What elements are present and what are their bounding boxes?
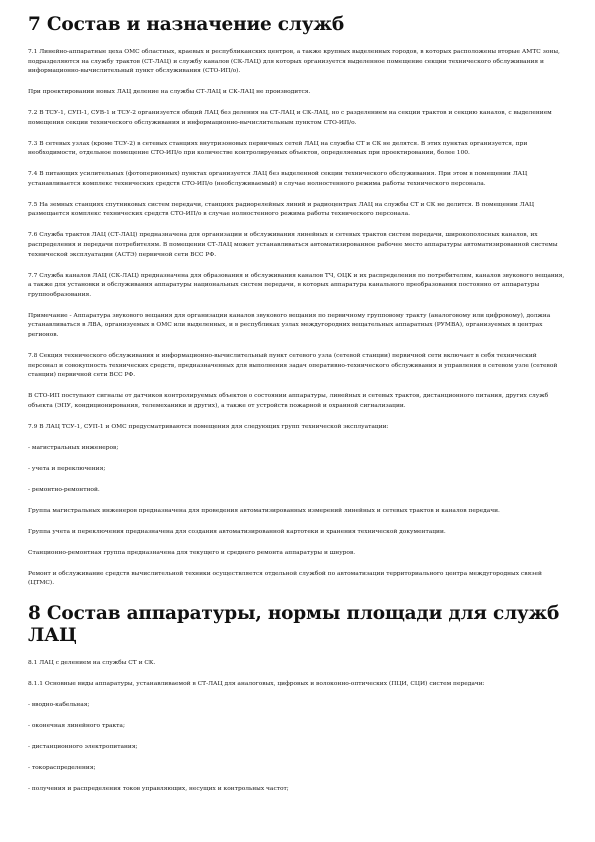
paragraph: Группа магистральных инженеров предназначена для проведения автоматизированных измерений линейных и сетевых трактов и каналов передачи. [28, 507, 500, 514]
paragraph: При проектировании новых ЛАЦ деление на службы СТ-ЛАЦ и СК-ЛАЦ не производится. [28, 89, 311, 96]
list-item: - получения и распределения токов управляющих, несущих и контрольных частот; [28, 785, 289, 792]
paragraph: Группа учета и переключения предназначена для создания автоматизированной картотеки и хранения технической документации. [28, 528, 446, 535]
note-paragraph: Примечание - Аппаратура звукового вещания для организации каналов звукового вещания по первичному групповому тракту (аналоговому или цифровому), должна устанавливаться в ЛВА, организуемых в ОМС или выделенных, и в республиках узлах междугородних вещательных аппаратных (РУМВА), организуемых в центрах регионов. [28, 312, 551, 338]
paragraph: 7.3 В сетевых узлах (кроме ТСУ-2) в сетевых станциях внутризоновых первичных сетей ЛАЦ на службы СТ и СК не делятся. В этих пунктах организуется, при необходимости, отдельное помещение СТО-ИП/о при количестве контролируемых объектов, определяемых при проектировании, более 100. [28, 140, 528, 157]
section-8-heading: 8 Состав аппаратуры, нормы площади для служб ЛАЦ [28, 602, 560, 646]
list-item: - учета и переключения; [28, 465, 106, 472]
list-item: - вводно-кабельная; [28, 701, 90, 708]
paragraph: 8.1.1 Основные виды аппаратуры, устанавливаемой в СТ-ЛАЦ для аналоговых, цифровых и волоконно-оптических (ПЦИ, СЦИ) систем передачи: [28, 680, 485, 687]
list-item: - оконечная линейного тракта; [28, 722, 125, 729]
section-7-heading: 7 Состав и назначение служб [28, 14, 344, 35]
paragraph: В СТО-ИП поступают сигналы от датчиков контролируемых объектов о состоянии аппаратуры, линейных и сетевых трактов, дистанционного питания, других служб объекта (ЭПУ, кондиционирования, телемеханики и других), а также от устройств пожарной и охранной сигнализации. [28, 393, 549, 409]
paragraph: 7.4 В питающих усилительных (фотоперионных) пунктах организуется ЛАЦ без выделенной секции технического обслуживания. При этом в помещении ЛАЦ устанавливается комплекс технических средств СТО-ИП/о (необслуживаемый) в случае нолностенного режима работы технического персонала. [28, 171, 528, 187]
paragraph: Ремонт и обслуживание средств вычислительной техники осуществляется отдельной службой по автоматизации территориального центра междугородных связей (ЦТМС). [28, 570, 542, 587]
list-item: - дистанционного электропитания; [28, 743, 138, 750]
paragraph: Станционно-ремонтная группа предназначена для текущего и среднего ремонта аппаратуры и шнуров. [28, 549, 356, 556]
list-item: - ремонтно-ремонтной. [28, 486, 100, 493]
paragraph: 7.5 На земных станциях спутниковых систем передачи, станциях радиорелейных линий и радиоцентрах ЛАЦ на службы СТ и СК не делится. В помещении ЛАЦ размещается комплекс технических средств СТО-ИП/о в случае нолностенного режима работы технического персонала. [28, 201, 535, 218]
section-7-body [28, 48, 567, 589]
paragraph: 7.1 Линейно-аппаратные цеха ОМС областных, краевых и республиканских центров, а также крупных выделенных городов, в которых расположены вторые АМТС зоны, подразделяются на службу трактов (СТ-ЛАЦ) и службу каналов (СК-ЛАЦ) для которых организуется выделенное помещение секции технического обслуживания и информационно-вычислительный пункт обслуживания (СТО-ИП/о). [28, 49, 560, 75]
list-item: - токораспределения; [28, 764, 96, 771]
paragraph: 7.9 В ЛАЦ ТСУ-1, СУП-1 и ОМС предусматриваются помещения для следующих групп технической эксплуатации: [28, 423, 389, 430]
paragraph: 8.1 ЛАЦ с делением на службы СТ и СК. [28, 659, 156, 666]
paragraph: 7.2 В ТСУ-1, СУП-1, СУВ-1 и ТСУ-2 организуется общий ЛАЦ без деления на СТ-ЛАЦ и СК-ЛАЦ, но с разделением на секции трактов и секцию каналов, с выделением помещения секции технического обслуживания и информационно-вычислительным пунктом СТО-ИП/о. [28, 110, 552, 126]
paragraph: 7.7 Служба каналов ЛАЦ (СК-ЛАЦ) предназначена для образования и обслуживания каналов ТЧ, ОЦК и их распределения по потребителям, каналов звукового вещания, а также для установки и обслуживания аппаратуры национальных систем передачи, в которых аппаратура канального преобразования постоянно от аппаратуры группообразования. [28, 272, 565, 298]
paragraph: 7.8 Секция технического обслуживания и информационно-вычислительный пункт сетевого узла (сетевой станции) первичной сети включает в себя технический персонал и совокупность технических средств, предназначенных для выполнения задач оперативно-технического обслуживания и управления в сетевом узле (сетевой станции) первичной сети ВСС РФ. [28, 352, 558, 379]
paragraph: 7.6 Служба трактов ЛАЦ (СТ-ЛАЦ) предназначена для организации и обслуживания линейных и сетевых трактов систем передачи, широкополосных каналов, их распределения и передачи потребителям. В помещении СТ-ЛАЦ может устанавливаться автоматизированное рабочее место аппаратуры автоматизированной системы технической эксплуатации (АСТЭ) первичной сети ВСС РФ. [28, 232, 558, 258]
section-8-body [28, 659, 567, 795]
list-item: - магистральных инженеров; [28, 444, 119, 451]
